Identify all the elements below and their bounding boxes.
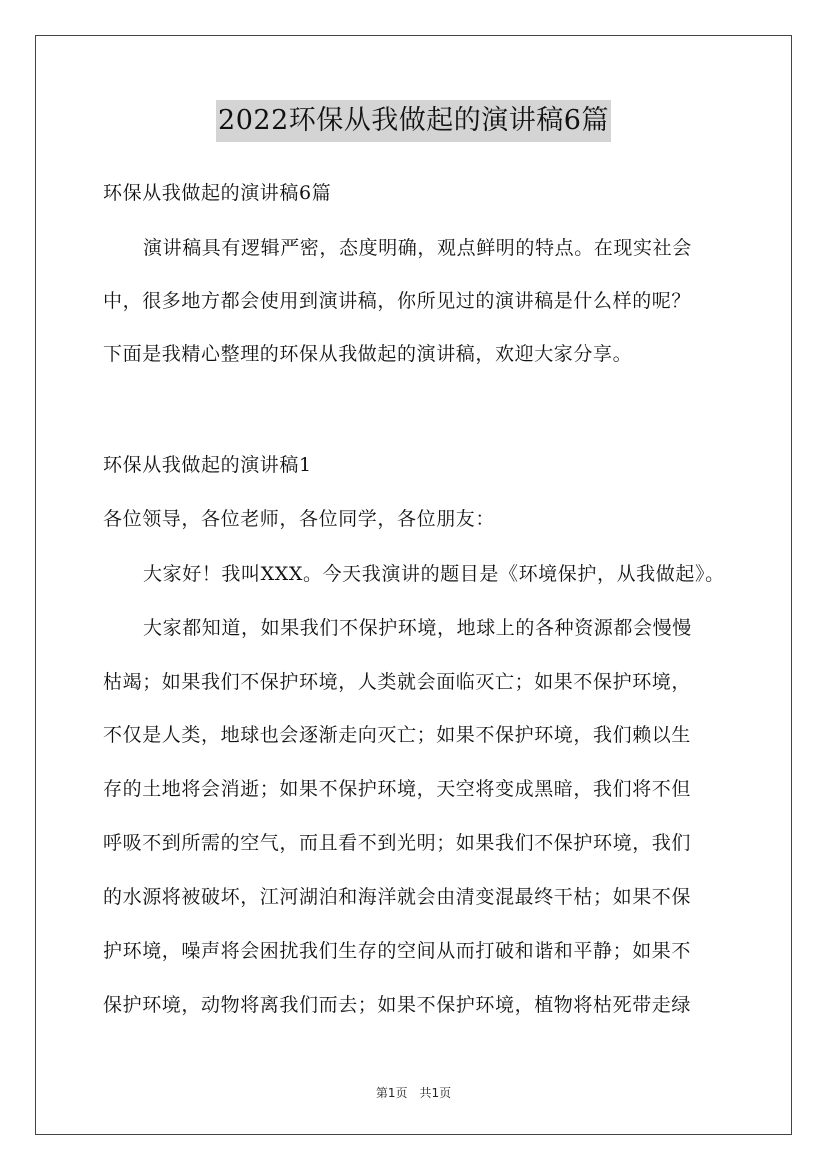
paragraph-line: 的水源将被破坏，江河湖泊和海洋就会由清变混最终干枯；如果不保: [103, 886, 692, 908]
paragraph-line: 大家好！我叫XXX。今天我演讲的题目是《环境保护，从我做起》。: [143, 563, 725, 585]
paragraph-line: 演讲稿具有逻辑严密，态度明确，观点鲜明的特点。在现实社会: [143, 237, 692, 259]
document-title: 2022环保从我做起的演讲稿6篇: [216, 100, 611, 142]
page-number: 第1页 共1页: [375, 1086, 452, 1100]
paragraph-line: 呼吸不到所需的空气，而且看不到光明；如果我们不保护环境，我们: [103, 832, 692, 854]
paragraph-line: 大家都知道，如果我们不保护环境，地球上的各种资源都会慢慢: [143, 617, 692, 639]
title-container: [0, 100, 827, 142]
paragraph-line: 枯竭；如果我们不保护环境，人类就会面临灭亡；如果不保护环境，: [103, 671, 692, 693]
paragraph-line: 存的土地将会消逝；如果不保护环境，天空将变成黑暗，我们将不但: [103, 778, 692, 800]
subtitle-line: 环保从我做起的演讲稿6篇: [103, 182, 332, 204]
paragraph-line: 中，很多地方都会使用到演讲稿，你所见过的演讲稿是什么样的呢？: [103, 290, 692, 312]
paragraph-line: 不仅是人类，地球也会逐渐走向灭亡；如果不保护环境，我们赖以生: [103, 724, 692, 746]
paragraph-line: 下面是我精心整理的环保从我做起的演讲稿，欢迎大家分享。: [103, 343, 633, 365]
section-heading: 环保从我做起的演讲稿1: [103, 454, 312, 476]
paragraph-line: 护环境，噪声将会困扰我们生存的空间从而打破和谐和平静；如果不: [103, 940, 692, 962]
salutation-line: 各位领导，各位老师，各位同学，各位朋友：: [103, 508, 496, 530]
paragraph-line: 保护环境，动物将离我们而去；如果不保护环境，植物将枯死带走绿: [103, 994, 692, 1016]
